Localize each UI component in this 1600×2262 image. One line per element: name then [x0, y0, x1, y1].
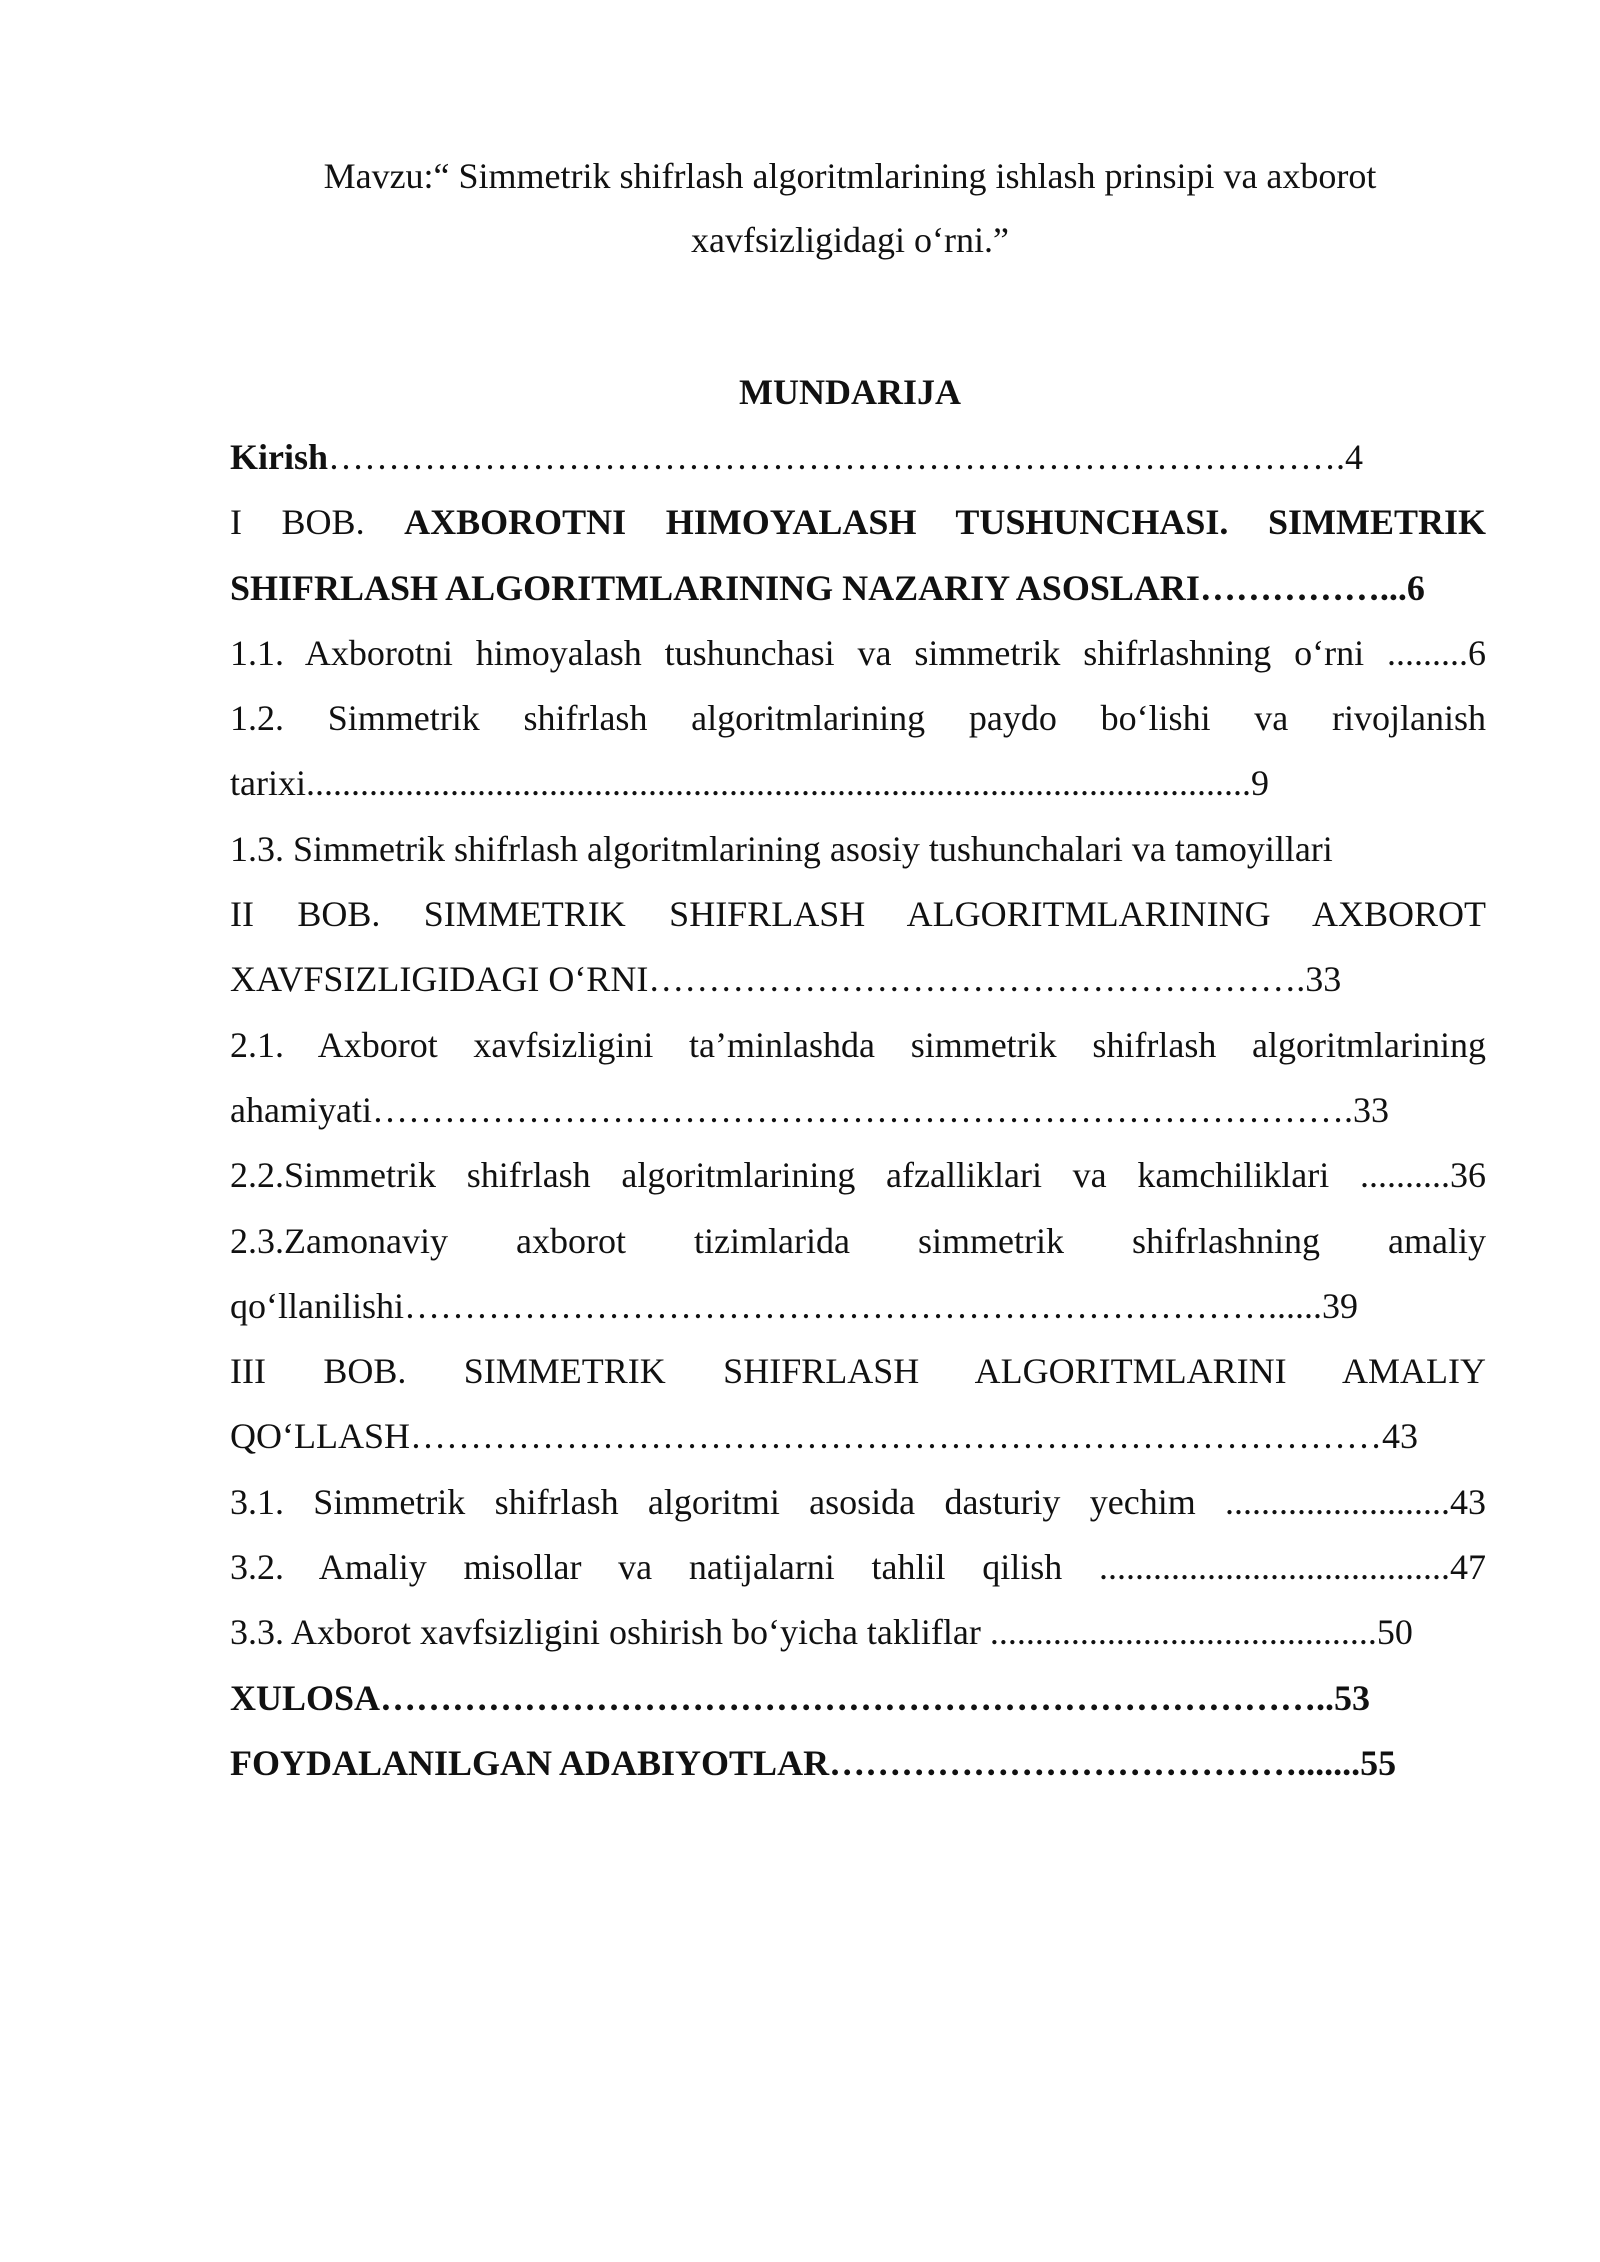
toc-section-1-2-line-2: tarixi.........................................................................................................9	[230, 763, 1269, 804]
toc-chapter-1-line-2: SHIFRLASH ALGORITMLARINING NAZARIY ASOSLARI……………...6	[230, 567, 1425, 608]
toc-section-3-2: 3.2. Amaliy misollar va natijalarni tahlil qilish .......................................47	[230, 1547, 1486, 1588]
toc-section-2-1-line-2: ahamiyati……………………………………………………………………….33	[230, 1089, 1389, 1130]
topic-line-1: Mavzu:“ Simmetrik shifrlash algoritmlarining ishlash prinsipi va axborot	[323, 156, 1377, 196]
toc-chapter-1-line-1	[230, 490, 1486, 555]
toc-section-1-1: 1.1. Axborotni himoyalash tushunchasi va simmetrik shifrlashning o‘rni .........6	[230, 632, 1486, 673]
toc-section-3-1: 3.1. Simmetrik shifrlash algoritmi asosida dasturiy yechim .........................43	[230, 1481, 1486, 1522]
toc-chapter-3-line-2: QO‘LLASH………………………………………………………………………43	[230, 1416, 1418, 1457]
toc-section-1-3: 1.3. Simmetrik shifrlash algoritmlarining asosiy tushunchalari va tamoyillari	[230, 828, 1333, 869]
table-of-contents	[230, 425, 1486, 1796]
toc-chapter-3-line-1: III BOB. SIMMETRIK SHIFRLASH ALGORITMLARINI AMALIY	[230, 1351, 1486, 1392]
toc-entry-xulosa: XULOSA……………………………………………………………………..53	[230, 1677, 1371, 1718]
toc-chapter-2-line-2: XAVFSIZLIGIDAGI O‘RNI……………………………………………….33	[230, 959, 1342, 1000]
topic-line-2: xavfsizligidagi o‘rni.”	[691, 220, 1009, 260]
toc-chapter-1-prefix: I BOB.	[230, 502, 365, 543]
toc-section-1-2-line-1: 1.2. Simmetrik shifrlash algoritmlarining paydo bo‘lishi va rivojlanish	[230, 698, 1486, 739]
toc-title: MUNDARIJA	[739, 372, 961, 412]
toc-section-3-3: 3.3. Axborot xavfsizligini oshirish bo‘yicha takliflar ...........................................50	[230, 1612, 1413, 1653]
toc-chapter-2-line-1: II BOB. SIMMETRIK SHIFRLASH ALGORITMLARINING AXBOROT	[230, 894, 1486, 935]
toc-entry-kirish-dots: ………………………………………………………………………….4	[328, 437, 1364, 477]
topic-heading	[230, 144, 1470, 272]
toc-chapter-1-title-part-1: AXBOROTNI HIMOYALASH TUSHUNCHASI. SIMMETRIK	[404, 502, 1486, 543]
toc-section-2-3-line-1: 2.3.Zamonaviy axborot tizimlarida simmetrik shifrlashning amaliy	[230, 1220, 1486, 1261]
toc-section-2-1-line-1: 2.1. Axborot xavfsizligini ta’minlashda simmetrik shifrlash algoritmlarining	[230, 1024, 1486, 1065]
toc-entry-kirish	[230, 425, 1486, 490]
toc-section-2-3-line-2: qo‘llanilishi………………………………………………………………......39	[230, 1285, 1358, 1326]
toc-entry-adabiyotlar: FOYDALANILGAN ADABIYOTLAR………………………………….......55	[230, 1742, 1397, 1783]
toc-entry-kirish-label: Kirish	[230, 437, 329, 477]
toc-section-2-2: 2.2.Simmetrik shifrlash algoritmlarining afzalliklari va kamchiliklari ..........36	[230, 1155, 1486, 1196]
